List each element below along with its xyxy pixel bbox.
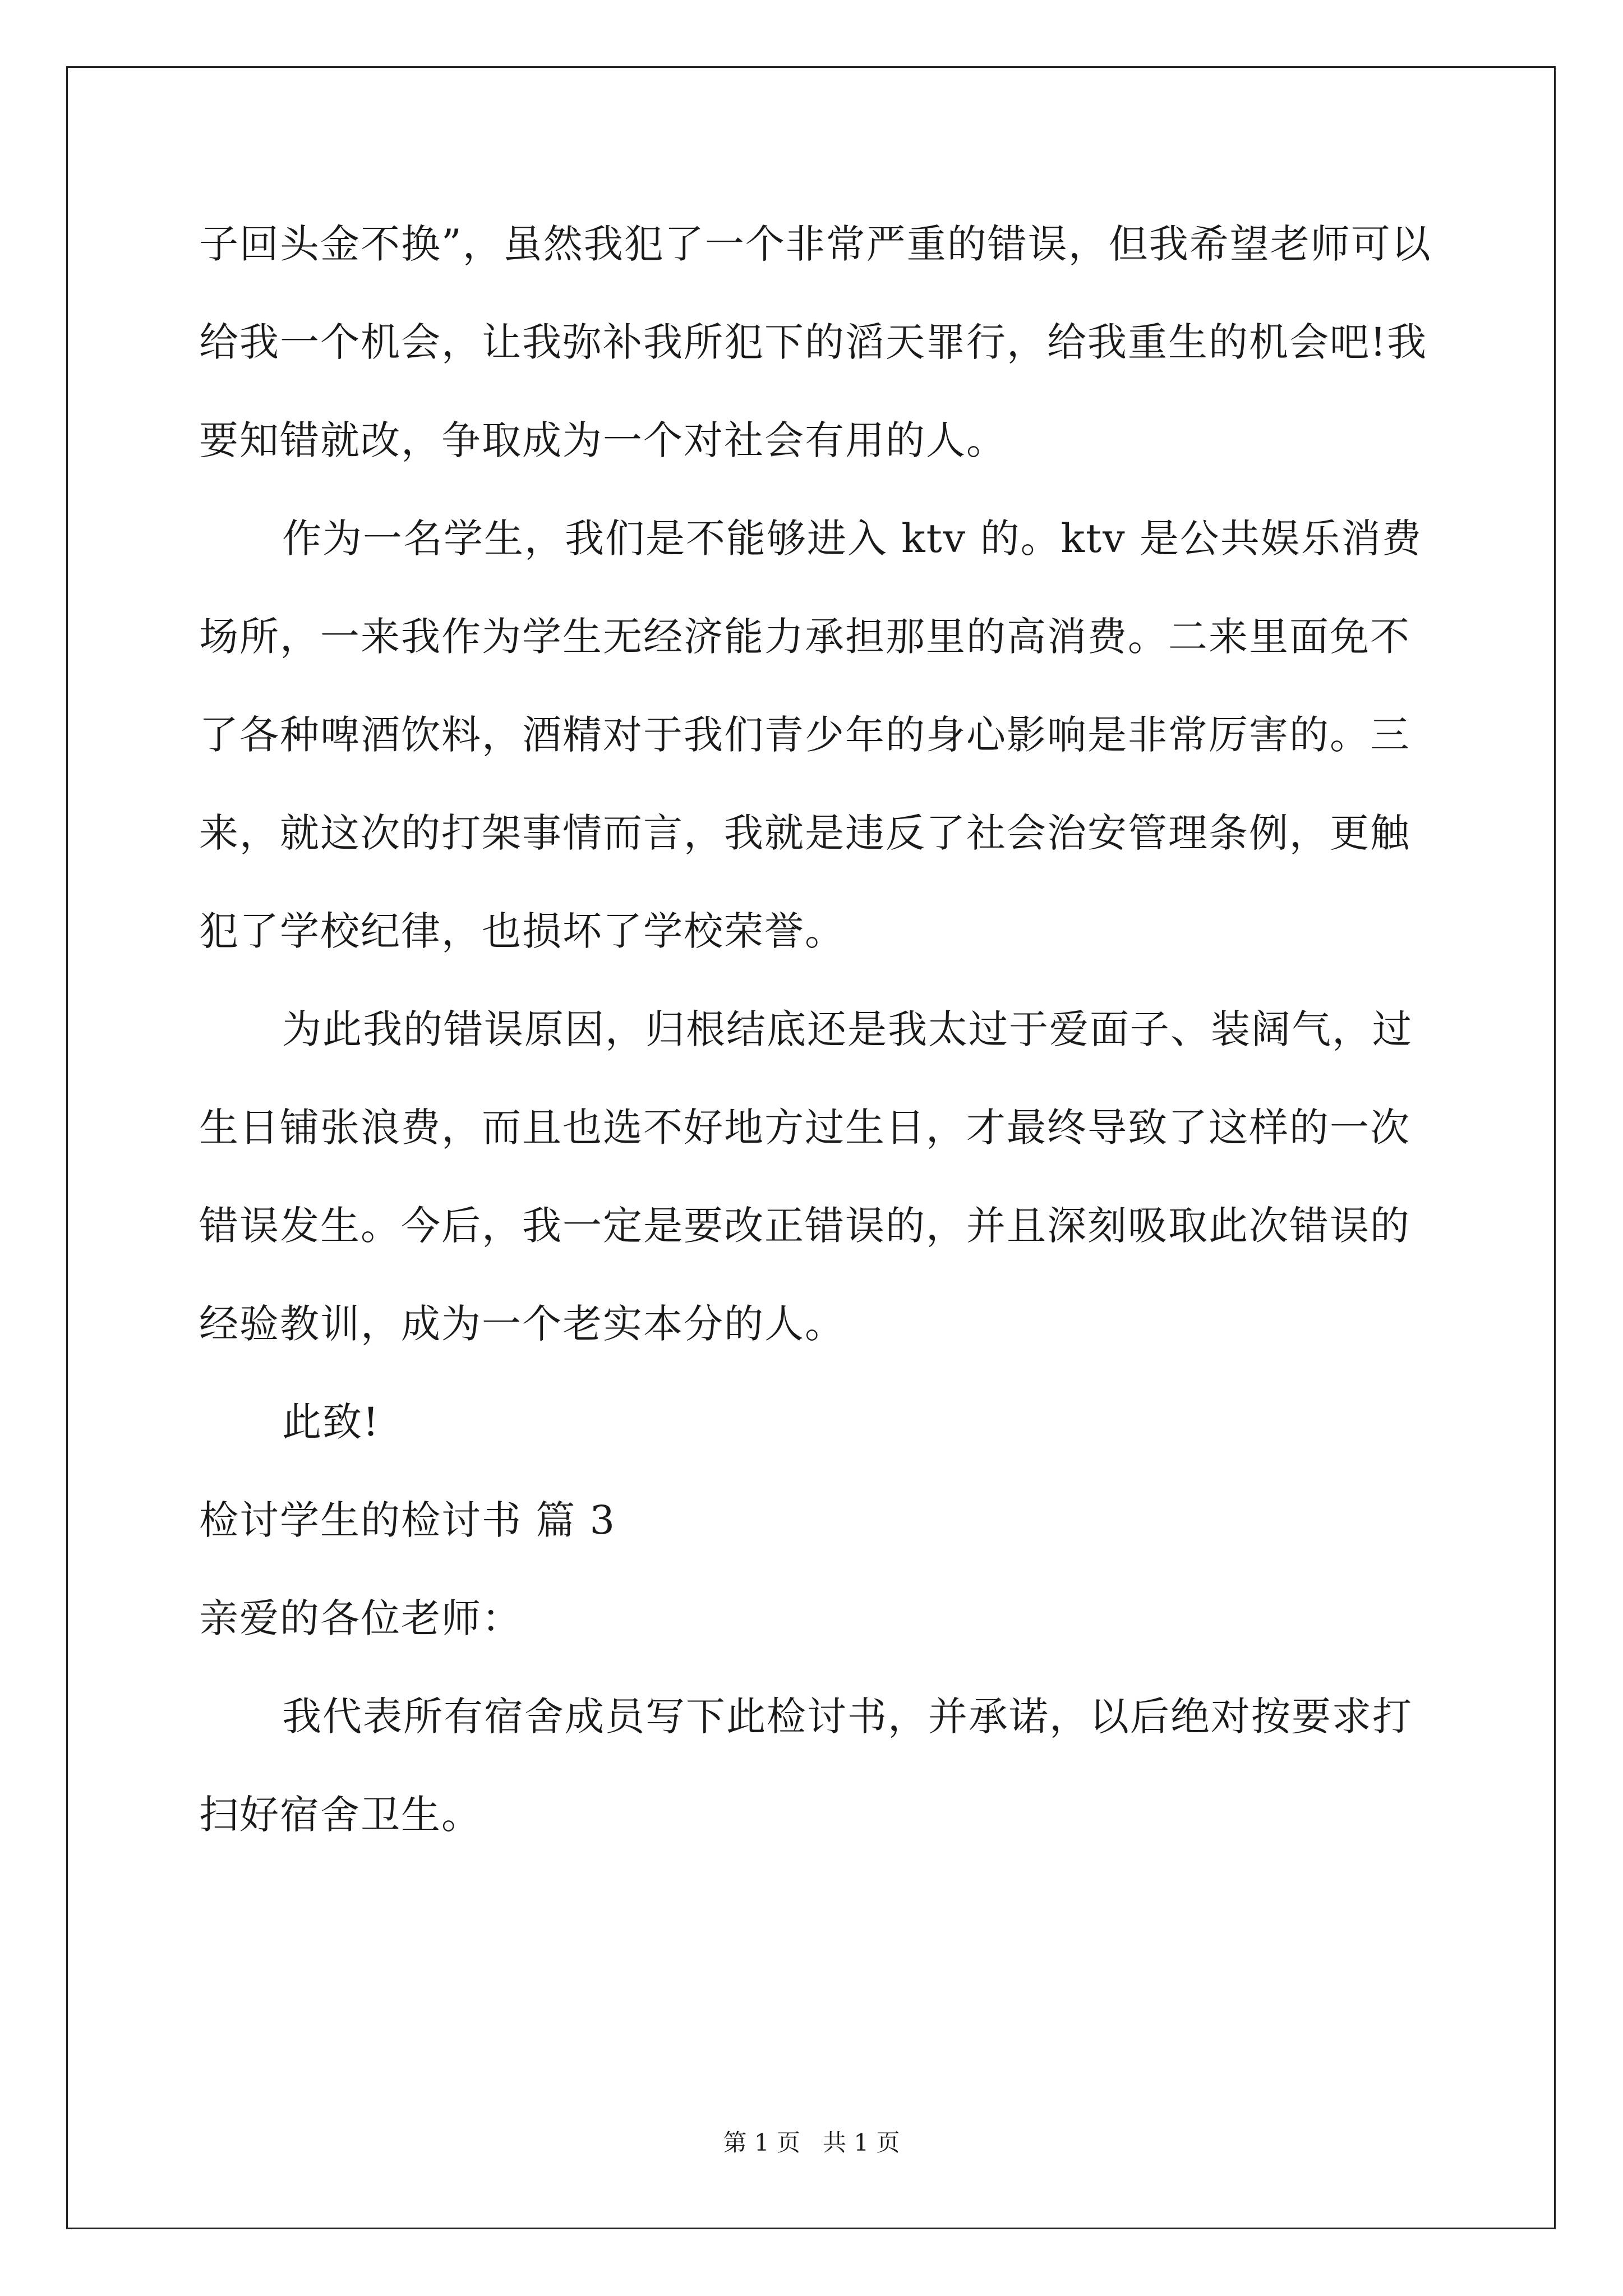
paragraph-line: 了各种啤酒饮料，酒精对于我们青少年的身心影响是非常厉害的。三 bbox=[199, 712, 1410, 758]
paragraph-line: 来，就这次的打架事情而言，我就是违反了社会治安管理条例，更触 bbox=[199, 810, 1410, 856]
document-body bbox=[199, 216, 1438, 1885]
paragraph-line: 为此我的错误原因，归根结底还是我太过于爱面子、装阔气，过 bbox=[282, 1006, 1413, 1052]
paragraph-line: 经验教训，成为一个老实本分的人。 bbox=[199, 1301, 845, 1347]
paragraph-line: 场所，一来我作为学生无经济能力承担那里的高消费。二来里面免不 bbox=[199, 614, 1410, 660]
paragraph-line: 我代表所有宿舍成员写下此检讨书，并承诺，以后绝对按要求打 bbox=[282, 1694, 1413, 1740]
closing-salutation: 此致! bbox=[282, 1399, 380, 1445]
paragraph-line: 生日铺张浪费，而且也选不好地方过生日，才最终导致了这样的一次 bbox=[199, 1105, 1410, 1151]
paragraph-line: 给我一个机会，让我弥补我所犯下的滔天罪行，给我重生的机会吧!我 bbox=[199, 319, 1428, 365]
section-heading: 检讨学生的检讨书 篇 3 bbox=[199, 1497, 616, 1543]
paragraph-line: 要知错就改，争取成为一个对社会有用的人。 bbox=[199, 417, 1007, 463]
paragraph-line: 错误发生。今后，我一定是要改正错误的，并且深刻吸取此次错误的 bbox=[199, 1203, 1410, 1249]
page-number: 第 1 页 共 1 页 bbox=[723, 2129, 900, 2156]
greeting-line: 亲爱的各位老师： bbox=[199, 1595, 522, 1641]
paragraph-line: 作为一名学生，我们是不能够进入 ktv 的。ktv 是公共娱乐消费 bbox=[282, 516, 1422, 562]
paragraph-line: 犯了学校纪律，也损坏了学校荣誉。 bbox=[199, 908, 845, 954]
paragraph-line: 扫好宿舍卫生。 bbox=[199, 1792, 482, 1838]
paragraph-line: 子回头金不换”，虽然我犯了一个非常严重的错误，但我希望老师可以 bbox=[199, 221, 1432, 267]
